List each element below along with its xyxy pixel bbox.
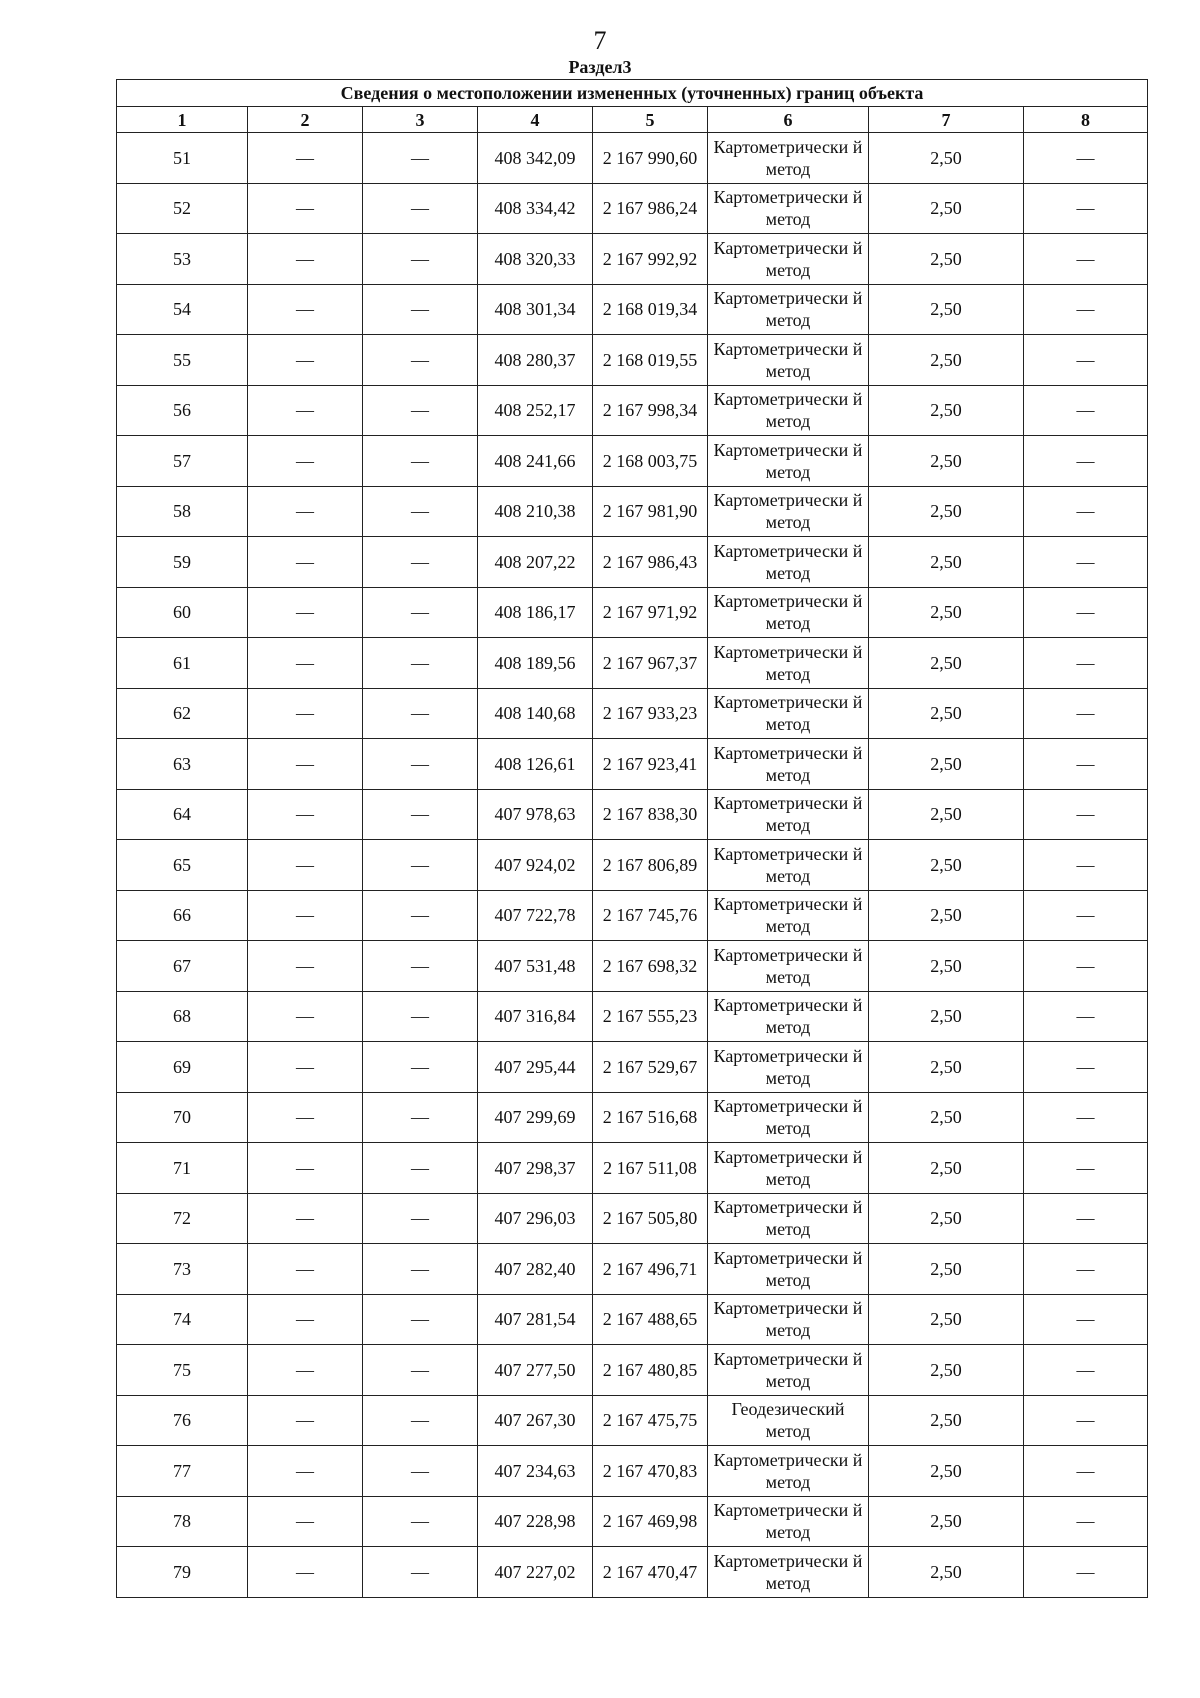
method-cell: Картометрически й метод xyxy=(708,1042,869,1093)
y-coordinate-cell: 2 167 990,60 xyxy=(593,133,708,184)
method-cell: Картометрически й метод xyxy=(708,1446,869,1497)
x-coordinate-cell: 407 924,02 xyxy=(478,840,593,891)
col2-value-cell: — xyxy=(248,183,363,234)
table-row xyxy=(117,941,1148,992)
method-cell: Геодезический метод xyxy=(708,1395,869,1446)
y-coordinate-cell: 2 167 971,92 xyxy=(593,587,708,638)
col2-value-cell: — xyxy=(248,1244,363,1295)
col8-value-cell: — xyxy=(1024,638,1148,689)
col3-value-cell: — xyxy=(363,335,478,386)
x-coordinate-cell: 408 280,37 xyxy=(478,335,593,386)
col8-value-cell: — xyxy=(1024,890,1148,941)
point-number-cell: 77 xyxy=(117,1446,248,1497)
col8-value-cell: — xyxy=(1024,991,1148,1042)
col8-value-cell: — xyxy=(1024,1042,1148,1093)
col8-value-cell: — xyxy=(1024,335,1148,386)
x-coordinate-cell: 407 978,63 xyxy=(478,789,593,840)
col3-value-cell: — xyxy=(363,1496,478,1547)
accuracy-cell: 2,50 xyxy=(869,1294,1024,1345)
method-cell: Картометрически й метод xyxy=(708,234,869,285)
method-cell: Картометрически й метод xyxy=(708,335,869,386)
table-row xyxy=(117,991,1148,1042)
point-number-cell: 64 xyxy=(117,789,248,840)
point-number-cell: 69 xyxy=(117,1042,248,1093)
point-number-cell: 57 xyxy=(117,436,248,487)
y-coordinate-cell: 2 167 470,83 xyxy=(593,1446,708,1497)
col2-value-cell: — xyxy=(248,739,363,790)
table-row xyxy=(117,1496,1148,1547)
accuracy-cell: 2,50 xyxy=(869,638,1024,689)
method-cell: Картометрически й метод xyxy=(708,1092,869,1143)
col3-value-cell: — xyxy=(363,1294,478,1345)
method-cell: Картометрически й метод xyxy=(708,941,869,992)
column-number-6: 6 xyxy=(708,107,869,133)
y-coordinate-cell: 2 167 516,68 xyxy=(593,1092,708,1143)
column-number-7: 7 xyxy=(869,107,1024,133)
point-number-cell: 79 xyxy=(117,1547,248,1598)
x-coordinate-cell: 408 210,38 xyxy=(478,486,593,537)
y-coordinate-cell: 2 167 698,32 xyxy=(593,941,708,992)
table-row xyxy=(117,133,1148,184)
boundary-coordinates-table xyxy=(116,79,1148,1598)
col3-value-cell: — xyxy=(363,1244,478,1295)
method-cell: Картометрически й метод xyxy=(708,1143,869,1194)
accuracy-cell: 2,50 xyxy=(869,840,1024,891)
x-coordinate-cell: 407 316,84 xyxy=(478,991,593,1042)
x-coordinate-cell: 407 228,98 xyxy=(478,1496,593,1547)
x-coordinate-cell: 408 320,33 xyxy=(478,234,593,285)
col8-value-cell: — xyxy=(1024,133,1148,184)
table-row xyxy=(117,537,1148,588)
y-coordinate-cell: 2 167 480,85 xyxy=(593,1345,708,1396)
x-coordinate-cell: 408 140,68 xyxy=(478,688,593,739)
point-number-cell: 75 xyxy=(117,1345,248,1396)
col8-value-cell: — xyxy=(1024,1143,1148,1194)
col8-value-cell: — xyxy=(1024,840,1148,891)
accuracy-cell: 2,50 xyxy=(869,1244,1024,1295)
accuracy-cell: 2,50 xyxy=(869,688,1024,739)
y-coordinate-cell: 2 167 505,80 xyxy=(593,1193,708,1244)
y-coordinate-cell: 2 167 496,71 xyxy=(593,1244,708,1295)
x-coordinate-cell: 407 234,63 xyxy=(478,1446,593,1497)
y-coordinate-cell: 2 167 470,47 xyxy=(593,1547,708,1598)
col3-value-cell: — xyxy=(363,537,478,588)
col8-value-cell: — xyxy=(1024,941,1148,992)
method-cell: Картометрически й метод xyxy=(708,890,869,941)
y-coordinate-cell: 2 168 019,34 xyxy=(593,284,708,335)
column-number-5: 5 xyxy=(593,107,708,133)
x-coordinate-cell: 408 189,56 xyxy=(478,638,593,689)
accuracy-cell: 2,50 xyxy=(869,1446,1024,1497)
x-coordinate-cell: 407 295,44 xyxy=(478,1042,593,1093)
method-cell: Картометрически й метод xyxy=(708,1193,869,1244)
col3-value-cell: — xyxy=(363,789,478,840)
col2-value-cell: — xyxy=(248,133,363,184)
y-coordinate-cell: 2 167 511,08 xyxy=(593,1143,708,1194)
x-coordinate-cell: 408 207,22 xyxy=(478,537,593,588)
col2-value-cell: — xyxy=(248,789,363,840)
accuracy-cell: 2,50 xyxy=(869,1143,1024,1194)
x-coordinate-cell: 407 299,69 xyxy=(478,1092,593,1143)
col3-value-cell: — xyxy=(363,385,478,436)
x-coordinate-cell: 408 126,61 xyxy=(478,739,593,790)
col3-value-cell: — xyxy=(363,486,478,537)
section-title: Раздел3 xyxy=(568,57,632,77)
x-coordinate-cell: 407 298,37 xyxy=(478,1143,593,1194)
col8-value-cell: — xyxy=(1024,385,1148,436)
method-cell: Картометрически й метод xyxy=(708,789,869,840)
col2-value-cell: — xyxy=(248,385,363,436)
x-coordinate-cell: 407 281,54 xyxy=(478,1294,593,1345)
method-cell: Картометрически й метод xyxy=(708,537,869,588)
point-number-cell: 55 xyxy=(117,335,248,386)
y-coordinate-cell: 2 167 986,24 xyxy=(593,183,708,234)
accuracy-cell: 2,50 xyxy=(869,1547,1024,1598)
table-row xyxy=(117,587,1148,638)
col3-value-cell: — xyxy=(363,183,478,234)
point-number-cell: 61 xyxy=(117,638,248,689)
col3-value-cell: — xyxy=(363,234,478,285)
col3-value-cell: — xyxy=(363,890,478,941)
y-coordinate-cell: 2 167 806,89 xyxy=(593,840,708,891)
column-number-3: 3 xyxy=(363,107,478,133)
accuracy-cell: 2,50 xyxy=(869,1042,1024,1093)
col3-value-cell: — xyxy=(363,1193,478,1244)
y-coordinate-cell: 2 167 923,41 xyxy=(593,739,708,790)
table-row xyxy=(117,1294,1148,1345)
col8-value-cell: — xyxy=(1024,1244,1148,1295)
col3-value-cell: — xyxy=(363,638,478,689)
col2-value-cell: — xyxy=(248,587,363,638)
col8-value-cell: — xyxy=(1024,789,1148,840)
col3-value-cell: — xyxy=(363,284,478,335)
point-number-cell: 62 xyxy=(117,688,248,739)
col3-value-cell: — xyxy=(363,1547,478,1598)
col8-value-cell: — xyxy=(1024,537,1148,588)
method-cell: Картометрически й метод xyxy=(708,133,869,184)
y-coordinate-cell: 2 167 838,30 xyxy=(593,789,708,840)
col8-value-cell: — xyxy=(1024,436,1148,487)
column-number-row xyxy=(117,107,1148,133)
x-coordinate-cell: 407 531,48 xyxy=(478,941,593,992)
x-coordinate-cell: 407 227,02 xyxy=(478,1547,593,1598)
col8-value-cell: — xyxy=(1024,234,1148,285)
table-row xyxy=(117,1446,1148,1497)
accuracy-cell: 2,50 xyxy=(869,739,1024,790)
point-number-cell: 78 xyxy=(117,1496,248,1547)
point-number-cell: 56 xyxy=(117,385,248,436)
table-row xyxy=(117,638,1148,689)
point-number-cell: 66 xyxy=(117,890,248,941)
method-cell: Картометрически й метод xyxy=(708,385,869,436)
col8-value-cell: — xyxy=(1024,1547,1148,1598)
col2-value-cell: — xyxy=(248,941,363,992)
x-coordinate-cell: 408 334,42 xyxy=(478,183,593,234)
accuracy-cell: 2,50 xyxy=(869,991,1024,1042)
table-row xyxy=(117,840,1148,891)
col3-value-cell: — xyxy=(363,1143,478,1194)
point-number-cell: 51 xyxy=(117,133,248,184)
accuracy-cell: 2,50 xyxy=(869,183,1024,234)
accuracy-cell: 2,50 xyxy=(869,1395,1024,1446)
y-coordinate-cell: 2 167 967,37 xyxy=(593,638,708,689)
table-row xyxy=(117,739,1148,790)
col3-value-cell: — xyxy=(363,1446,478,1497)
point-number-cell: 71 xyxy=(117,1143,248,1194)
col3-value-cell: — xyxy=(363,1395,478,1446)
col3-value-cell: — xyxy=(363,991,478,1042)
y-coordinate-cell: 2 167 475,75 xyxy=(593,1395,708,1446)
table-row xyxy=(117,1395,1148,1446)
point-number-cell: 76 xyxy=(117,1395,248,1446)
col8-value-cell: — xyxy=(1024,739,1148,790)
col8-value-cell: — xyxy=(1024,1496,1148,1547)
y-coordinate-cell: 2 167 998,34 xyxy=(593,385,708,436)
col2-value-cell: — xyxy=(248,1547,363,1598)
method-cell: Картометрически й метод xyxy=(708,638,869,689)
point-number-cell: 68 xyxy=(117,991,248,1042)
point-number-cell: 65 xyxy=(117,840,248,891)
col8-value-cell: — xyxy=(1024,688,1148,739)
table-row xyxy=(117,436,1148,487)
point-number-cell: 73 xyxy=(117,1244,248,1295)
col3-value-cell: — xyxy=(363,941,478,992)
accuracy-cell: 2,50 xyxy=(869,587,1024,638)
col8-value-cell: — xyxy=(1024,587,1148,638)
y-coordinate-cell: 2 167 933,23 xyxy=(593,688,708,739)
table-row xyxy=(117,1092,1148,1143)
x-coordinate-cell: 407 267,30 xyxy=(478,1395,593,1446)
point-number-cell: 70 xyxy=(117,1092,248,1143)
table-row xyxy=(117,1042,1148,1093)
table-row xyxy=(117,890,1148,941)
col8-value-cell: — xyxy=(1024,486,1148,537)
col2-value-cell: — xyxy=(248,1143,363,1194)
y-coordinate-cell: 2 168 003,75 xyxy=(593,436,708,487)
point-number-cell: 74 xyxy=(117,1294,248,1345)
method-cell: Картометрически й метод xyxy=(708,739,869,790)
col2-value-cell: — xyxy=(248,1395,363,1446)
col2-value-cell: — xyxy=(248,1294,363,1345)
col3-value-cell: — xyxy=(363,739,478,790)
col2-value-cell: — xyxy=(248,688,363,739)
method-cell: Картометрически й метод xyxy=(708,1294,869,1345)
point-number-cell: 60 xyxy=(117,587,248,638)
col8-value-cell: — xyxy=(1024,1395,1148,1446)
table-row xyxy=(117,1244,1148,1295)
method-cell: Картометрически й метод xyxy=(708,587,869,638)
col8-value-cell: — xyxy=(1024,1193,1148,1244)
table-row xyxy=(117,688,1148,739)
method-cell: Картометрически й метод xyxy=(708,1496,869,1547)
table-row xyxy=(117,234,1148,285)
x-coordinate-cell: 407 296,03 xyxy=(478,1193,593,1244)
point-number-cell: 72 xyxy=(117,1193,248,1244)
col2-value-cell: — xyxy=(248,840,363,891)
col3-value-cell: — xyxy=(363,1042,478,1093)
accuracy-cell: 2,50 xyxy=(869,486,1024,537)
accuracy-cell: 2,50 xyxy=(869,537,1024,588)
col2-value-cell: — xyxy=(248,1446,363,1497)
x-coordinate-cell: 407 277,50 xyxy=(478,1345,593,1396)
col3-value-cell: — xyxy=(363,840,478,891)
table-row xyxy=(117,284,1148,335)
method-cell: Картометрически й метод xyxy=(708,436,869,487)
y-coordinate-cell: 2 167 981,90 xyxy=(593,486,708,537)
accuracy-cell: 2,50 xyxy=(869,789,1024,840)
point-number-cell: 54 xyxy=(117,284,248,335)
accuracy-cell: 2,50 xyxy=(869,234,1024,285)
accuracy-cell: 2,50 xyxy=(869,941,1024,992)
point-number-cell: 59 xyxy=(117,537,248,588)
method-cell: Картометрически й метод xyxy=(708,486,869,537)
table-caption: Сведения о местоположении измененных (уточненных) границ объекта xyxy=(117,80,1148,107)
col2-value-cell: — xyxy=(248,991,363,1042)
accuracy-cell: 2,50 xyxy=(869,1193,1024,1244)
accuracy-cell: 2,50 xyxy=(869,133,1024,184)
col8-value-cell: — xyxy=(1024,1294,1148,1345)
table-row xyxy=(117,1547,1148,1598)
accuracy-cell: 2,50 xyxy=(869,284,1024,335)
col3-value-cell: — xyxy=(363,436,478,487)
page-number: 7 xyxy=(593,26,607,55)
method-cell: Картометрически й метод xyxy=(708,991,869,1042)
column-number-4: 4 xyxy=(478,107,593,133)
col2-value-cell: — xyxy=(248,1496,363,1547)
y-coordinate-cell: 2 167 992,92 xyxy=(593,234,708,285)
col2-value-cell: — xyxy=(248,537,363,588)
method-cell: Картометрически й метод xyxy=(708,284,869,335)
col3-value-cell: — xyxy=(363,587,478,638)
col2-value-cell: — xyxy=(248,1193,363,1244)
method-cell: Картометрически й метод xyxy=(708,688,869,739)
y-coordinate-cell: 2 167 745,76 xyxy=(593,890,708,941)
col2-value-cell: — xyxy=(248,335,363,386)
point-number-cell: 53 xyxy=(117,234,248,285)
method-cell: Картометрически й метод xyxy=(708,1345,869,1396)
x-coordinate-cell: 408 252,17 xyxy=(478,385,593,436)
method-cell: Картометрически й метод xyxy=(708,1547,869,1598)
point-number-cell: 58 xyxy=(117,486,248,537)
col8-value-cell: — xyxy=(1024,183,1148,234)
y-coordinate-cell: 2 168 019,55 xyxy=(593,335,708,386)
col8-value-cell: — xyxy=(1024,284,1148,335)
col8-value-cell: — xyxy=(1024,1446,1148,1497)
y-coordinate-cell: 2 167 986,43 xyxy=(593,537,708,588)
accuracy-cell: 2,50 xyxy=(869,1496,1024,1547)
table-row xyxy=(117,1143,1148,1194)
col2-value-cell: — xyxy=(248,890,363,941)
col3-value-cell: — xyxy=(363,1345,478,1396)
method-cell: Картометрически й метод xyxy=(708,840,869,891)
col2-value-cell: — xyxy=(248,1345,363,1396)
x-coordinate-cell: 408 301,34 xyxy=(478,284,593,335)
col3-value-cell: — xyxy=(363,133,478,184)
col3-value-cell: — xyxy=(363,1092,478,1143)
point-number-cell: 67 xyxy=(117,941,248,992)
table-row xyxy=(117,183,1148,234)
column-number-2: 2 xyxy=(248,107,363,133)
accuracy-cell: 2,50 xyxy=(869,335,1024,386)
column-number-1: 1 xyxy=(117,107,248,133)
col8-value-cell: — xyxy=(1024,1345,1148,1396)
y-coordinate-cell: 2 167 555,23 xyxy=(593,991,708,1042)
accuracy-cell: 2,50 xyxy=(869,385,1024,436)
method-cell: Картометрически й метод xyxy=(708,183,869,234)
x-coordinate-cell: 408 342,09 xyxy=(478,133,593,184)
x-coordinate-cell: 407 282,40 xyxy=(478,1244,593,1295)
table-body xyxy=(117,133,1148,1598)
x-coordinate-cell: 408 186,17 xyxy=(478,587,593,638)
table-row xyxy=(117,335,1148,386)
col2-value-cell: — xyxy=(248,1042,363,1093)
y-coordinate-cell: 2 167 529,67 xyxy=(593,1042,708,1093)
point-number-cell: 52 xyxy=(117,183,248,234)
table-row xyxy=(117,1345,1148,1396)
column-number-8: 8 xyxy=(1024,107,1148,133)
y-coordinate-cell: 2 167 488,65 xyxy=(593,1294,708,1345)
y-coordinate-cell: 2 167 469,98 xyxy=(593,1496,708,1547)
col2-value-cell: — xyxy=(248,486,363,537)
col8-value-cell: — xyxy=(1024,1092,1148,1143)
col2-value-cell: — xyxy=(248,638,363,689)
accuracy-cell: 2,50 xyxy=(869,1092,1024,1143)
method-cell: Картометрически й метод xyxy=(708,1244,869,1295)
col2-value-cell: — xyxy=(248,234,363,285)
col3-value-cell: — xyxy=(363,688,478,739)
x-coordinate-cell: 408 241,66 xyxy=(478,436,593,487)
accuracy-cell: 2,50 xyxy=(869,1345,1024,1396)
accuracy-cell: 2,50 xyxy=(869,890,1024,941)
table-row xyxy=(117,789,1148,840)
x-coordinate-cell: 407 722,78 xyxy=(478,890,593,941)
col2-value-cell: — xyxy=(248,436,363,487)
table-row xyxy=(117,486,1148,537)
accuracy-cell: 2,50 xyxy=(869,436,1024,487)
point-number-cell: 63 xyxy=(117,739,248,790)
col2-value-cell: — xyxy=(248,1092,363,1143)
table-row xyxy=(117,1193,1148,1244)
table-row xyxy=(117,385,1148,436)
col2-value-cell: — xyxy=(248,284,363,335)
